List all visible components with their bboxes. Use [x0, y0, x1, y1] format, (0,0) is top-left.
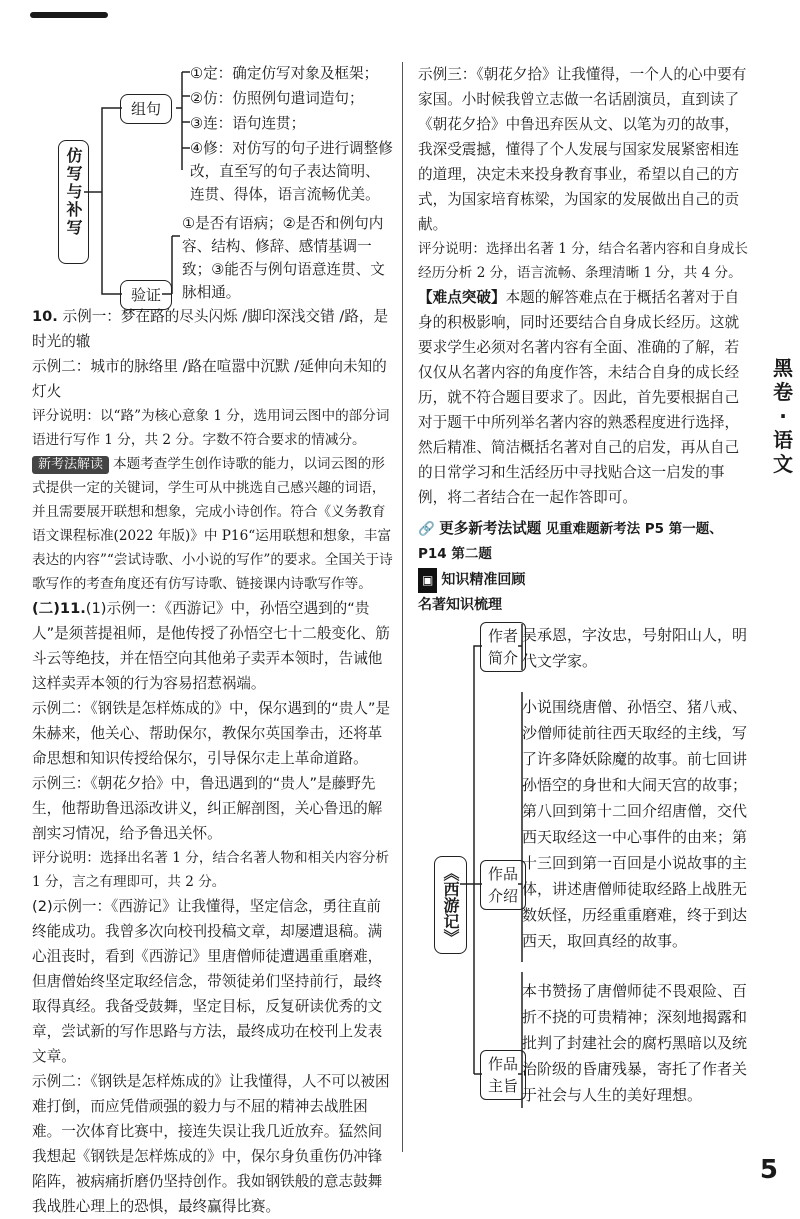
book-title: 《西游记》 [434, 856, 467, 954]
q11-number: (二)11. [32, 600, 86, 617]
column-divider [402, 62, 403, 1152]
side-label: 黑卷·语文 [773, 356, 793, 476]
compose-step-4: ④修：对仿写的句子进行调整修改，直至写的句子表达简明、连贯、得体，语言流畅优美。 [190, 140, 393, 203]
q11-p2a: (2)示例一：《西游记》让我懂得，坚定信念，勇往直前终能成功。我曾多次向校刊投稿文章，却屡遭退稿。满心沮丧时，看到《西游记》里唐僧师徒遭遇重重磨难，但唐僧始终坚定取经信念，带领徒弟们坚持前行，最终取得真经。我备受鼓舞，坚定目标，反复研读优秀的文章，尝试新的写作思路与方法，最终成功在校刊上发表文章。 [32, 898, 383, 1065]
review-icon: ▣ [418, 568, 437, 593]
q11-p1c: 示例三：《朝花夕拾》中，鲁迅遇到的“贵人”是藤野先生，他帮助鲁迅添改讲义，纠正解剖图，关心鲁迅的解剖实习情况，给予鲁迅关怀。 [32, 775, 383, 842]
content-intro: 小说围绕唐僧、孙悟空、猪八戒、沙僧师徒前往西天取经的主线，写了许多降妖除魔的故事。前七回讲孙悟空的身世和大闹天宫的故事；第八回到第十二回介绍唐僧，交代西天取经这一中心事件的由来；第十三回到第一百回是小说故事的主体，讲述唐僧师徒取经路上战胜无数妖怪，历经重重磨难，终于到达西天，取回真经的故事。 [522, 698, 748, 950]
page-number: 5 [759, 1155, 778, 1185]
top-bar [30, 12, 108, 18]
label-theme: 作品主旨 [480, 1050, 526, 1100]
q11-p2b: 示例二：《钢铁是怎样炼成的》让我懂得，人不可以被困难打倒，而应凭借顽强的毅力与不屈的精神去战胜困难。一次体育比赛中，接连失误让我几近放弃。猛然间我想起《钢铁是怎样炼成的》中，保尔身负重伤仍冲锋陷阵，被病痛折磨仍坚持创作。我如钢铁般的意志鼓舞我战胜心理上的恐惧，最终赢得比赛。 [32, 1073, 390, 1215]
branch-compose: 组句 [120, 94, 172, 124]
content-theme: 本书赞扬了唐僧师徒不畏艰险、百折不挠的可贵精神；深刻地揭露和批判了封建社会的腐朽黑暗以及统治阶级的昏庸残暴，寄托了作者关于社会与人生的美好理想。 [522, 982, 748, 1104]
new-method-tag: 新考法解读 [32, 456, 109, 474]
mindmap-root: 仿写与补写 [58, 140, 89, 264]
content-author: 吴承恩，字汝忠，号射阳山人，明代文学家。 [522, 626, 748, 670]
more-ref: 见重难题新考法 P5 第一题、P14 第二题 [418, 521, 723, 562]
verify-text: ①是否有语病；②是否和例句内容、结构、修辞、感情基调一致；③能否与例句语意连贯、文脉相通。 [182, 215, 385, 301]
q10-example-1: 示例一：梦在路的尽头闪烁 /脚印深浅交错 /路，是时光的辙 [32, 308, 389, 350]
q11-p1a: (1)示例一：《西游记》中，孙悟空遇到的“贵人”是须菩提祖师，是他传授了孙悟空七十二般变化、筋斗云等绝技，并在悟空向其他弟子卖弄本领时，告诫他这样卖弄本领的行为容易招惹祸端。 [32, 600, 390, 692]
left-column [32, 62, 394, 1219]
label-intro: 作品介绍 [480, 860, 526, 910]
q10-example-2: 示例二：城市的脉络里 /路在喧嚣中沉默 /延伸向未知的灯火 [32, 358, 387, 400]
q10-number: 10. [32, 308, 58, 325]
book-map [418, 622, 750, 1122]
compose-step-3: ③连：语句连贯； [190, 115, 306, 132]
q10-analysis: 本题考查学生创作诗歌的能力，以词云图的形式提供一定的关键词，学生可从中挑选自己感兴趣的词语，并且需要展开联想和想象，完成小诗创作。符合《义务教育语文课程标准(2022 年版)》中 P16“运用联想和想象，丰富表达的内容”“尝试诗歌、小小说的写作”的要求。全国关于诗歌写作的考查角度还有仿写诗歌、链接课内诗歌写作等。 [32, 456, 393, 592]
review-title: 知识精准回顾 [441, 572, 526, 588]
label-author: 作者简介 [480, 622, 526, 672]
more-title: 更多新考法试题 [439, 520, 542, 537]
q11-p2c: 示例三：《朝花夕拾》让我懂得，一个人的心中要有家国。小时候我曾立志做一名话剧演员，直到读了《朝花夕拾》中鲁迅弃医从文、以笔为刃的故事，我深受震撼，懂得了个人发展与国家发展紧密相连的道理，决定未来投身教育事业，希望以自己的方式，为国家培育栋梁，为国家的发展做出自己的贡献。 [418, 66, 747, 233]
difficulty-text: 本题的解答难点在于概括名著对于自身的积极影响，同时还要结合自身成长经历。这就要求学生必须对名著内容有全面、准确的了解，若仅仅从名著内容的角度作答，未结合自身的成长经历，就不符合题目要求了。因此，首先要根据自己对于题干中所列举名著内容的熟悉程度进行选择，然后精准、简洁概括名著对自己的启发，再从自己的日常学习和生活经历中寻找贴合这一启发的事例，将二者结合在一起作答即可。 [418, 289, 740, 506]
right-column [418, 62, 750, 1122]
q11-p1b: 示例二：《钢铁是怎样炼成的》中，保尔遇到的“贵人”是朱赫来，他关心、帮助保尔，教保尔英国拳击，还将革命思想和知识传授给保尔，引导保尔走上革命道路。 [32, 700, 391, 767]
compose-step-1: ①定：确定仿写对象及框架； [190, 65, 379, 82]
q11-score-2: 评分说明：选择出名著 1 分，结合名著内容和自身成长经历分析 2 分，语言流畅、条理清晰 1 分，共 4 分。 [418, 241, 748, 281]
q11-score-1: 评分说明：选择出名著 1 分，结合名著人物和相关内容分析 1 分，言之有理即可，共 2 分。 [32, 850, 390, 890]
link-icon: 🔗 [418, 521, 435, 537]
section-subtitle: 名著知识梳理 [418, 597, 502, 613]
branch-verify: 验证 [120, 280, 172, 310]
q10-score: 评分说明：以“路”为核心意象 1 分，选用词云图中的部分词语进行写作 1 分，共 2 分。字数不符合要求的情减分。 [32, 408, 390, 448]
mindmap [32, 62, 394, 302]
compose-step-2: ②仿：仿照例句遣词造句； [190, 90, 364, 107]
difficulty-tag: 【难点突破】 [418, 289, 506, 306]
